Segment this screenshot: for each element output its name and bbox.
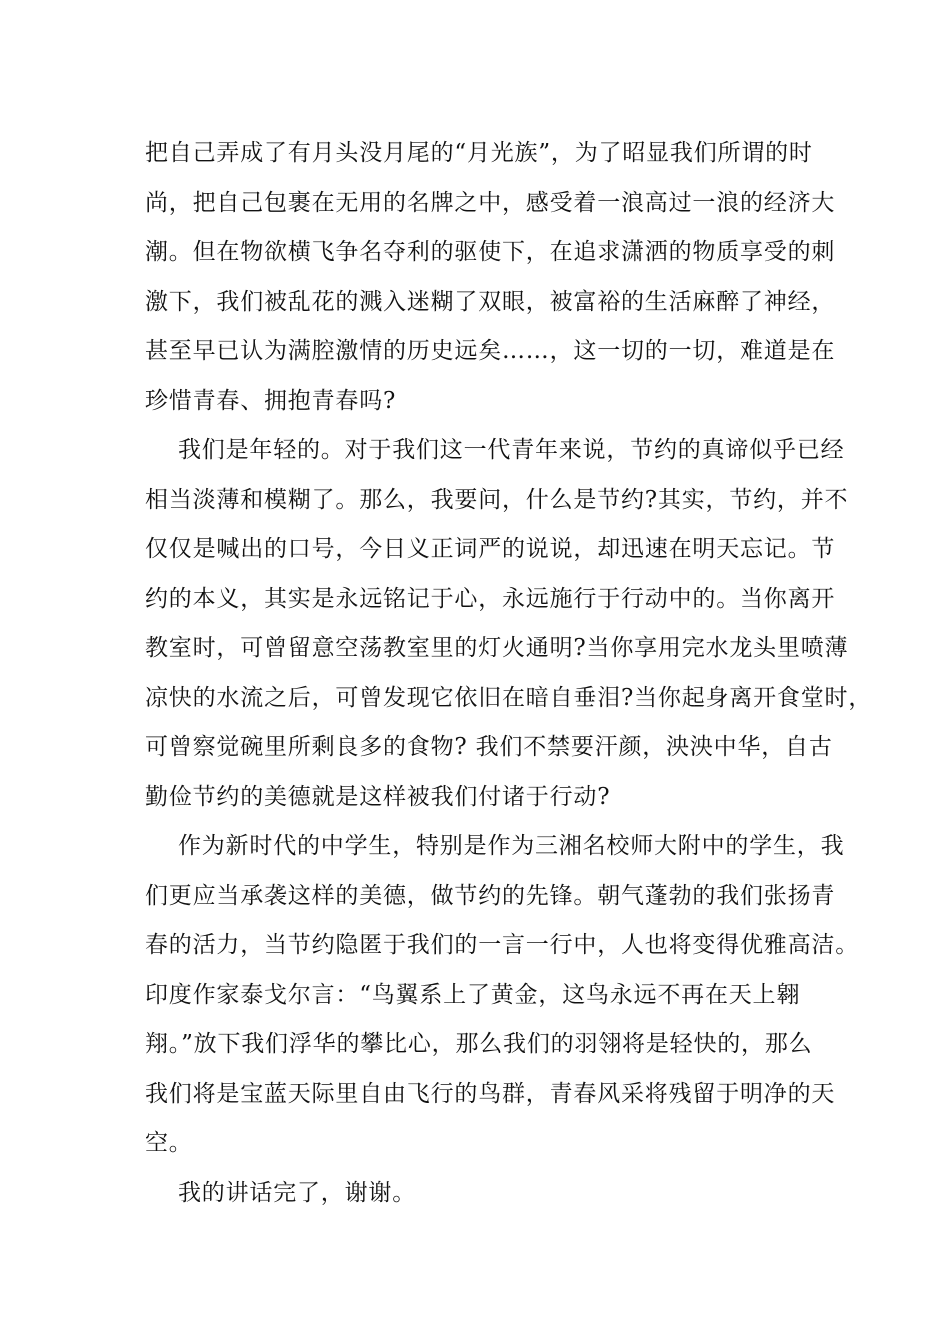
text-line: 把自己弄成了有月头没月尾的“月光族”，为了昭显我们所谓的时 [145,140,813,166]
text-line: 我们将是宝蓝天际里自由飞行的鸟群，青春风采将残留于明净的天 [145,1080,836,1107]
text-line: 印度作家泰戈尔言：“鸟翼系上了黄金，这鸟永远不再在天上翱 [145,981,801,1008]
text-line: 翔。”放下我们浮华的攀比心，那么我们的羽翎将是轻快的，那么 [145,1031,813,1057]
text-line: 尚，把自己包裹在无用的名牌之中，感受着一浪高过一浪的经济大 [145,189,836,216]
text-line: 勤俭节约的美德就是这样被我们付诸于行动? [145,783,611,810]
text-line: 可曾察觉碗里所剩良多的食物? 我们不禁要汗颜，泱泱中华，自古 [145,734,833,760]
paragraph-start-line: 我们是年轻的。对于我们这一代青年来说，节约的真谛似乎已经 [178,437,845,463]
text-line: 凉快的水流之后，可曾发现它依旧在暗自垂泪?当你起身离开食堂时， [145,684,873,711]
body-text [145,129,873,1218]
text-line: 空。 [145,1130,193,1156]
text-line: 教室时，可曾留意空荡教室里的灯火通明?当你享用完水龙头里喷薄 [145,635,849,661]
text-line: 约的本义，其实是永远铭记于心，永远施行于行动中的。当你离开 [145,585,836,612]
paragraph-start-line: 我的讲话完了，谢谢。 [178,1179,416,1206]
text-line: 春的活力，当节约隐匿于我们的一言一行中，人也将变得优雅高洁。 [145,932,859,958]
text-line: 仅仅是喊出的口号，今日义正词严的说说，却迅速在明天忘记。节 [145,536,836,562]
text-line: 激下，我们被乱花的溅入迷糊了双眼，被富裕的生活麻醉了神经， [145,288,836,315]
text-line: 们更应当承袭这样的美德，做节约的先锋。朝气蓬勃的我们张扬青 [145,882,836,909]
paragraph-start-line: 作为新时代的中学生，特别是作为三湘名校师大附中的学生，我 [178,833,845,859]
text-line: 潮。但在物欲横飞争名夺利的驱使下，在追求潇洒的物质享受的刺 [145,239,836,265]
text-line: 珍惜青春、拥抱青春吗? [145,387,397,414]
text-line: 相当淡薄和模糊了。那么，我要问，什么是节约?其实，节约，并不 [145,486,849,513]
text-line: 甚至早已认为满腔激情的历史远矣……，这一切的一切，难道是在 [145,338,836,364]
